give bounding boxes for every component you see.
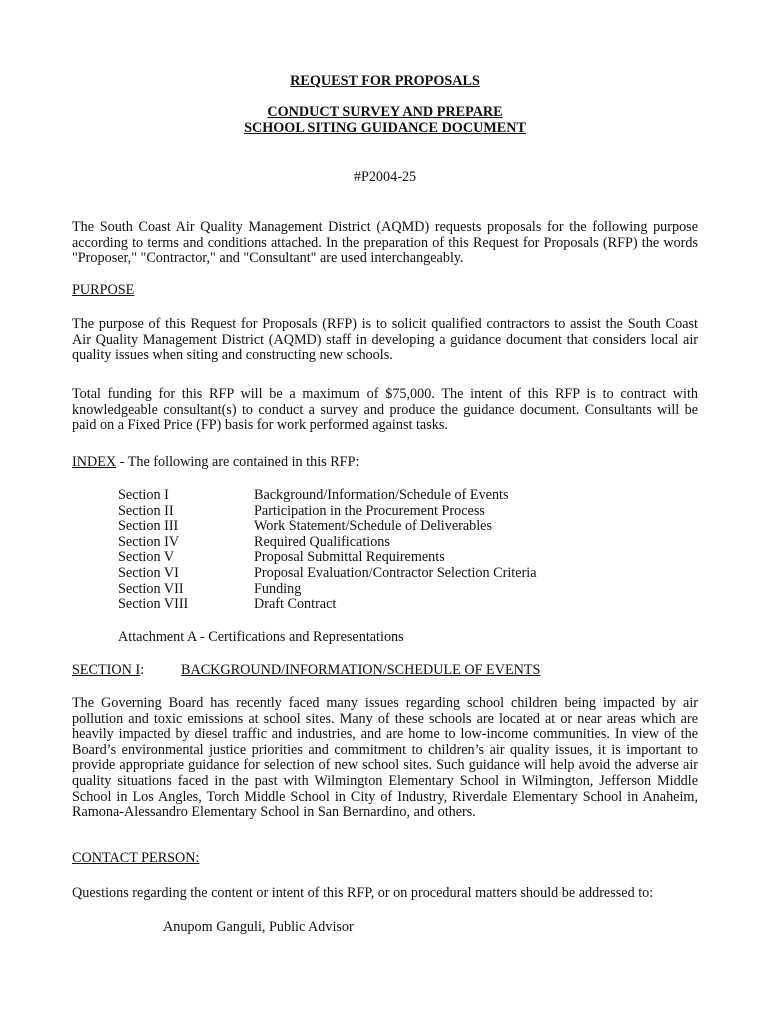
- index-section: Section V: [118, 549, 175, 566]
- index-title: Funding: [254, 580, 302, 597]
- index-section: Section VII: [118, 580, 184, 597]
- section1-label: SECTION I: [72, 662, 141, 678]
- index-row: [118, 519, 537, 535]
- index-row: [118, 504, 537, 520]
- section1-title: BACKGROUND/INFORMATION/SCHEDULE OF EVENTS: [181, 662, 541, 678]
- document-subtitle-line1: CONDUCT SURVEY AND PREPARE: [267, 104, 503, 120]
- purpose-paragraph-1: The purpose of this Request for Proposals (RFP) is to solicit qualified contractors to assist the South Coast Air Quality Management District (AQMD) staff in developing a guidance document that considers local air quality issues when siting and constructing new schools.: [72, 316, 698, 364]
- document-subtitle-line2: SCHOOL SITING GUIDANCE DOCUMENT: [244, 120, 526, 136]
- index-section: Section III: [118, 518, 179, 535]
- contact-heading: CONTACT PERSON:: [72, 850, 200, 866]
- contact-person: Anupom Ganguli, Public Advisor: [163, 919, 354, 935]
- purpose-heading: PURPOSE: [72, 282, 135, 298]
- index-title: Required Qualifications: [254, 533, 390, 550]
- index-heading: INDEX: [72, 454, 117, 470]
- contact-intro: Questions regarding the content or intent of this RFP, or on procedural matters should be addressed to:: [72, 885, 654, 901]
- index-section: Section I: [118, 487, 169, 503]
- index-title: Work Statement/Schedule of Deliverables: [254, 518, 492, 535]
- index-table: [118, 488, 537, 613]
- document-title: REQUEST FOR PROPOSALS: [290, 73, 480, 89]
- purpose-paragraph-2: Total funding for this RFP will be a maximum of $75,000. The intent of this RFP is to contract with knowledgeable consultant(s) to conduct a survey and produce the guidance document. Consultants will be paid on a Fixed Price (FP) basis for work performed against tasks.: [72, 386, 698, 434]
- section1-heading: [72, 662, 541, 679]
- index-title: Participation in the Procurement Process: [254, 502, 485, 519]
- index-row: [118, 535, 537, 551]
- attachment-line: Attachment A - Certifications and Representations: [118, 629, 404, 645]
- index-row: [118, 550, 537, 566]
- index-title: Draft Contract: [254, 596, 337, 613]
- index-title: Proposal Submittal Requirements: [254, 549, 445, 566]
- index-section: Section VIII: [118, 596, 189, 613]
- index-row: [118, 566, 537, 582]
- intro-paragraph: The South Coast Air Quality Management District (AQMD) requests proposals for the following purpose according to terms and conditions attached. In the preparation of this Request for Proposals (RFP) the words "Proposer," "Contractor," and "Consultant" are used interchangeably.: [72, 219, 698, 267]
- index-title: Proposal Evaluation/Contractor Selection Criteria: [254, 564, 537, 581]
- rfp-number: #P2004-25: [353, 169, 417, 185]
- section1-body: The Governing Board has recently faced many issues regarding school children being impacted by air pollution and toxic emissions at school sites. Many of these schools are located at or near areas which are heavily impacted by diesel traffic and industries, and are home to low-income communities. In view of the Board’s environmental justice priorities and commitment to children’s air quality issues, it is important to provide appropriate guidance for selection of new school sites. Such guidance will help avoid the adverse air quality situations faced in the past with Wilmington Elementary School in Wilmington, Jefferson Middle School in Los Angles, Torch Middle School in City of Industry, Riverdale Elementary School in Anaheim, Ramona-Alessandro Elementary School in San Bernardino, and others.: [72, 695, 698, 821]
- index-section: Section II: [118, 502, 174, 519]
- index-section: Section VI: [118, 564, 179, 581]
- index-row: [118, 488, 537, 504]
- index-intro: - The following are contained in this RFP:: [116, 454, 360, 470]
- index-section: Section IV: [118, 533, 180, 550]
- index-title: Background/Information/Schedule of Events: [254, 487, 509, 503]
- section1-colon: :: [140, 662, 145, 678]
- index-row: [118, 597, 537, 613]
- index-row: [118, 582, 537, 598]
- index-intro-line: [72, 455, 359, 471]
